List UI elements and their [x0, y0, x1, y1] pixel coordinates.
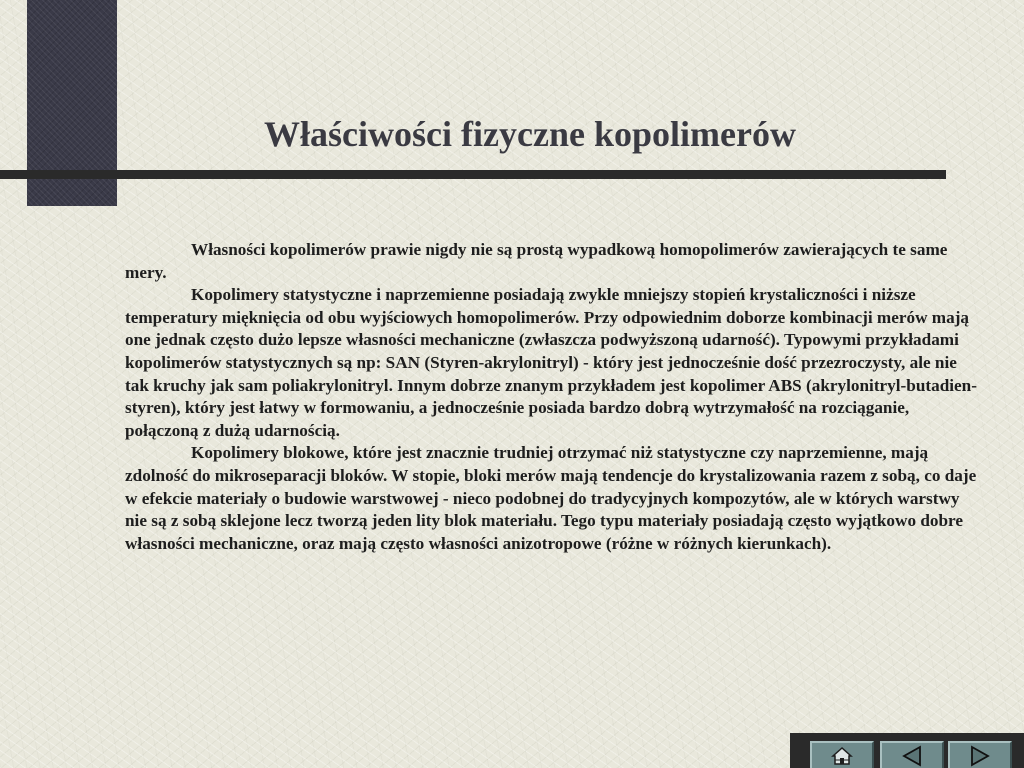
previous-slide-button[interactable]: [880, 741, 944, 768]
paragraph-3: Kopolimery blokowe, które jest znacznie trudniej otrzymać niż statystyczne czy naprzemienne, mają zdolność do mikroseparacji bloków. W stopie, bloki merów mają tendencje do krystalizowania razem z sobą, co daje w efekcie materiały o budowie warstwowej - nieco podobnej do tradycyjnych kompozytów, ale w których warstwy nie są z sobą sklejone lecz tworzą jeden lity blok materiału. Tego typu materiały posiadają często wyjątkowo dobre własności mechaniczne, oraz mają często własności anizotropowe (różne w różnych kierunkach).: [125, 443, 977, 553]
title-underline-bar: [0, 170, 946, 179]
slide-body: [125, 239, 980, 555]
paragraph-2: Kopolimery statystyczne i naprzemienne posiadają zwykle mniejszy stopień krystaliczności i niższe temperatury mięknięcia od obu wyjściowych homopolimerów. Przy odpowiednim doborze kombinacji merów mają one jednak często dużo lepsze własności mechaniczne (zwłaszcza podwyższoną udarność). Typowymi przykładami kopolimerów statystycznych są np: SAN (Styren-akrylonitryl) - który jest jednocześnie dość przezroczysty, ale nie tak kruchy jak sam poliakrylonitryl. Innym dobrze znanym przykładem jest kopolimer ABS (akrylonitryl-butadien-styren), który jest łatwy w formowaniu, a jednocześnie posiada bardzo dobrą wytrzymałość na rozciąganie, połączoną z dużą udarnością.: [125, 285, 977, 440]
arrow-right-icon: [969, 745, 991, 767]
slide-title: Właściwości fizyczne kopolimerów: [264, 114, 796, 154]
home-button[interactable]: [810, 741, 874, 768]
home-icon: [831, 746, 853, 766]
paragraph-1: Własności kopolimerów prawie nigdy nie są prostą wypadkową homopolimerów zawierających te same mery.: [125, 240, 948, 282]
arrow-left-icon: [901, 745, 923, 767]
next-slide-button[interactable]: [948, 741, 1012, 768]
